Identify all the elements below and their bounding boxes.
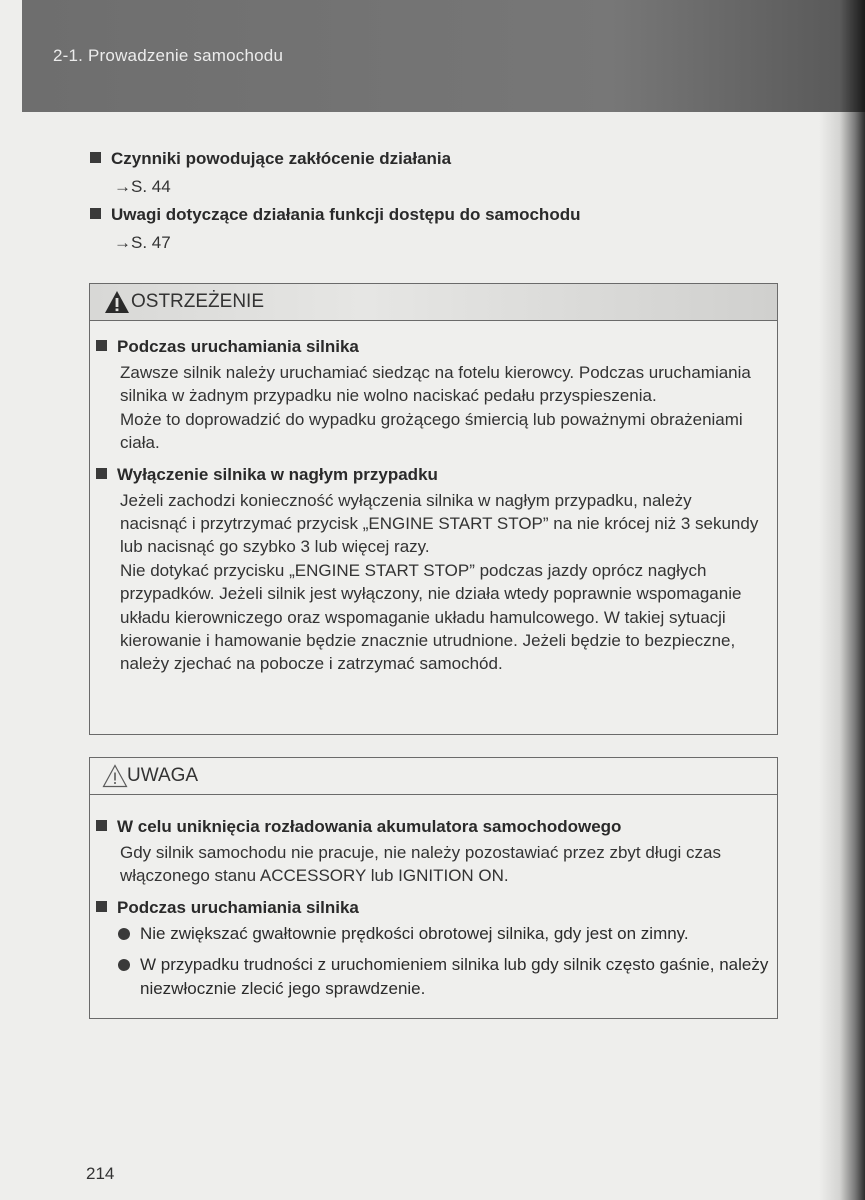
intro-item-reference: →S. 44 — [114, 177, 171, 196]
caution-box-header — [90, 758, 777, 795]
paragraph: Jeżeli zachodzi konieczność wyłączenia silnika w nagłym przypadku, należy nacisnąć i przytrzymać przycisk „ENGINE START STOP” na nie krócej niż 3 sekundy lub nacisnąć go szybko 3 lub więcej razy. — [120, 490, 759, 557]
caution-section — [96, 894, 777, 1000]
section-heading: Podczas uruchamiania silnika — [96, 894, 777, 922]
intro-item-heading: Uwagi dotyczące działania funkcji dostępu do samochodu — [90, 204, 770, 232]
paragraph: Gdy silnik samochodu nie pracuje, nie należy pozostawiać przez zbyt długi czas włączonego stanu ACCESSORY lub IGNITION ON. — [120, 843, 721, 886]
square-bullet-icon — [96, 820, 107, 831]
section-body — [120, 361, 760, 455]
section-body — [120, 841, 760, 888]
caution-box-title: UWAGA — [127, 765, 199, 786]
section-heading: W celu uniknięcia rozładowania akumulatora samochodowego — [96, 813, 777, 841]
warning-section — [96, 333, 777, 455]
warning-box — [89, 283, 778, 735]
square-bullet-icon — [96, 468, 107, 479]
warning-box-header — [90, 284, 777, 321]
square-bullet-icon — [96, 901, 107, 912]
paragraph: Może to doprowadzić do wypadku grożącego śmiercią lub poważnymi obrażeniami ciała. — [120, 409, 743, 453]
square-bullet-icon — [90, 152, 101, 163]
intro-item-reference: →S. 47 — [114, 233, 171, 252]
round-bullet-icon — [118, 928, 130, 940]
caution-triangle-icon — [102, 764, 128, 788]
bullet-list — [118, 922, 777, 1000]
section-body — [120, 489, 760, 676]
warning-box-title: OSTRZEŻENIE — [131, 291, 265, 312]
round-bullet-icon — [118, 959, 130, 971]
section-heading: Podczas uruchamiania silnika — [96, 333, 777, 361]
chapter-header-band — [22, 0, 865, 112]
warning-triangle-icon — [104, 290, 130, 314]
paragraph: Nie dotykać przycisku „ENGINE START STOP” podczas jazdy oprócz nagłych przypadków. Jeżeli silnik jest wyłączony, nie działa wtedy poprawnie wspomaganie układu kierowniczego oraz wspomaganie układu hamulcowego. W takiej sytuacji kierowanie i hamowanie będzie znacznie utrudnione. Jeżeli będzie to bezpieczne, należy zjechać na pobocze i zatrzymać samochód. — [120, 560, 742, 674]
square-bullet-icon — [96, 340, 107, 351]
page-number: 214 — [86, 1164, 115, 1183]
intro-item-heading: Czynniki powodujące zakłócenie działania — [90, 148, 770, 176]
chapter-title: 2-1. Prowadzenie samochodu — [53, 46, 284, 65]
caution-box — [89, 757, 778, 1019]
page-edge-shadow — [819, 112, 865, 1200]
paragraph: Zawsze silnik należy uruchamiać siedząc na fotelu kierowcy. Podczas uruchamiania silnika w żadnym przypadku nie wolno naciskać pedału przyspieszenia. — [120, 363, 751, 406]
warning-section — [96, 461, 777, 676]
section-heading: Wyłączenie silnika w nagłym przypadku — [96, 461, 777, 489]
list-item: W przypadku trudności z uruchomieniem silnika lub gdy silnik często gaśnie, należy niezwłocznie zlecić jego sprawdzenie. — [118, 953, 782, 1000]
square-bullet-icon — [90, 208, 101, 219]
caution-section — [96, 813, 777, 888]
intro-references — [90, 148, 770, 260]
list-item: Nie zwiększać gwałtownie prędkości obrotowej silnika, gdy jest on zimny. — [118, 922, 782, 945]
